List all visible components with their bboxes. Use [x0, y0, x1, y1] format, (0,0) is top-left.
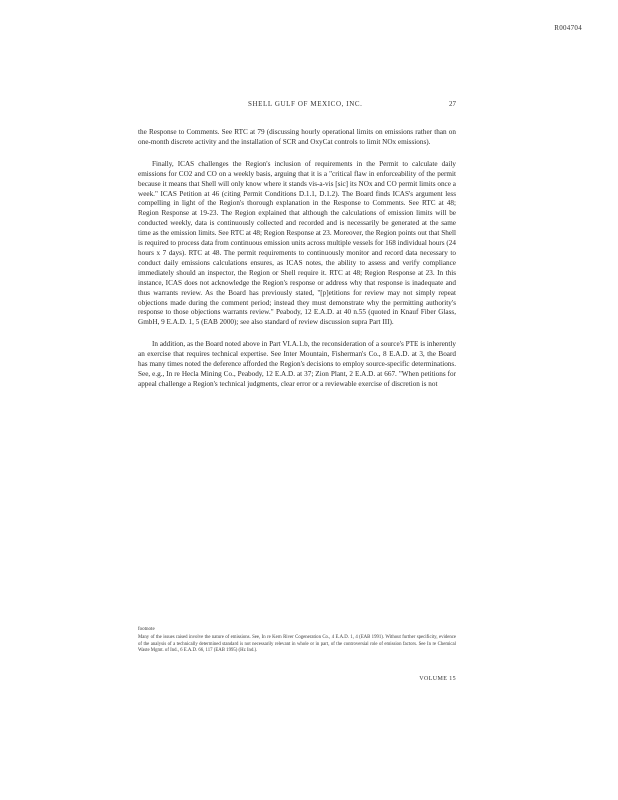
footnote-text: Many of the issues raised involve the nature of emissions. See, In re Kern River Cogeneration Co., 4 E.A.D. 1, 4 (EAB 1991). Without further specificity, evidence of the analysis of a technically determined standard is not necessarily relevant in whole or in part, of the controversial role of emission factors. See In re Chemical Waste Mgmt. of Ind., 6 E.A.D. 66, 117 (EAB 1995) (Hz Ind.). — [138, 634, 456, 654]
footnote-label: footnote — [138, 627, 155, 632]
body-text — [138, 128, 456, 402]
running-head-title: SHELL GULF OF MEXICO, INC. — [248, 100, 363, 108]
footnotes — [138, 627, 456, 655]
page-number: 27 — [449, 100, 456, 108]
volume-footer: VOLUME 15 — [419, 676, 456, 682]
paragraph-2: Finally, ICAS challenges the Region's inclusion of requirements in the Permit to calculate daily emissions for CO2 and CO on a weekly basis, arguing that it is a "critical flaw in enforceability of the permit because it means that Shell will only know where it stands vis-a-vis [sic] its NOx and CO permit limits once a week." ICAS Petition at 46 (citing Permit Conditions D.1.1, D.1.2). The Board finds ICAS's argument less compelling in light of the Region's thorough explanation in the Response to Comments. See RTC at 48; Region Response at 19-23. The Region explained that although the calculations of emission limits will be conducted weekly, data is continuously collected and recorded and is necessarily be generated at the same time as the emission limits. See RTC at 48; Region Response at 23. Moreover, the Region points out that Shell is required to process data from continuous emission units across multiple vessels for 168 individual hours (24 hours x 7 days). RTC at 48. The permit requirements to continuously monitor and record data necessary to conduct daily emissions calculations ensures, as ICAS notes, the ability to assess and verify compliance immediately should an inspector, the Region or Shell require it. RTC at 48; Region Response at 23. In this instance, ICAS does not acknowledge the Region's response or address why that response is inadequate and thus warrants review. As the Board has previously stated, "[p]etitions for review may not simply repeat objections made during the comment period; instead they must demonstrate why the permitting authority's response to those objections warrants review." Peabody, 12 E.A.D. at 40 n.55 (quoted in Knauf Fiber Glass, GmbH, 9 E.A.D. 1, 5 (EAB 2000); see also standard of review discussion supra Part III). — [138, 159, 456, 327]
document-id: R004704 — [554, 24, 582, 32]
paragraph-3: In addition, as the Board noted above in Part VI.A.1.b, the reconsideration of a source's PTE is inherently an exercise that requires technical expertise. See Inter Mountain, Fisherman's Co., 8 E.A.D. at 3, the Board has many times noted the deference afforded the Region's decisions to employ source-specific determinations. See, e.g., In re Hecla Mining Co., Peabody, 12 E.A.D. at 37; Zion Plant, 2 E.A.D. at 667. "When petitions for appeal challenge a Region's technical judgments, clear error or a reviewable exercise of discretion is not — [138, 340, 456, 388]
paragraph-1: the Response to Comments. See RTC at 79 (discussing hourly operational limits on emissions rather than on one-month discrete activity and the installation of SCR and OxyCat controls to limit NOx emissions). — [138, 128, 456, 146]
